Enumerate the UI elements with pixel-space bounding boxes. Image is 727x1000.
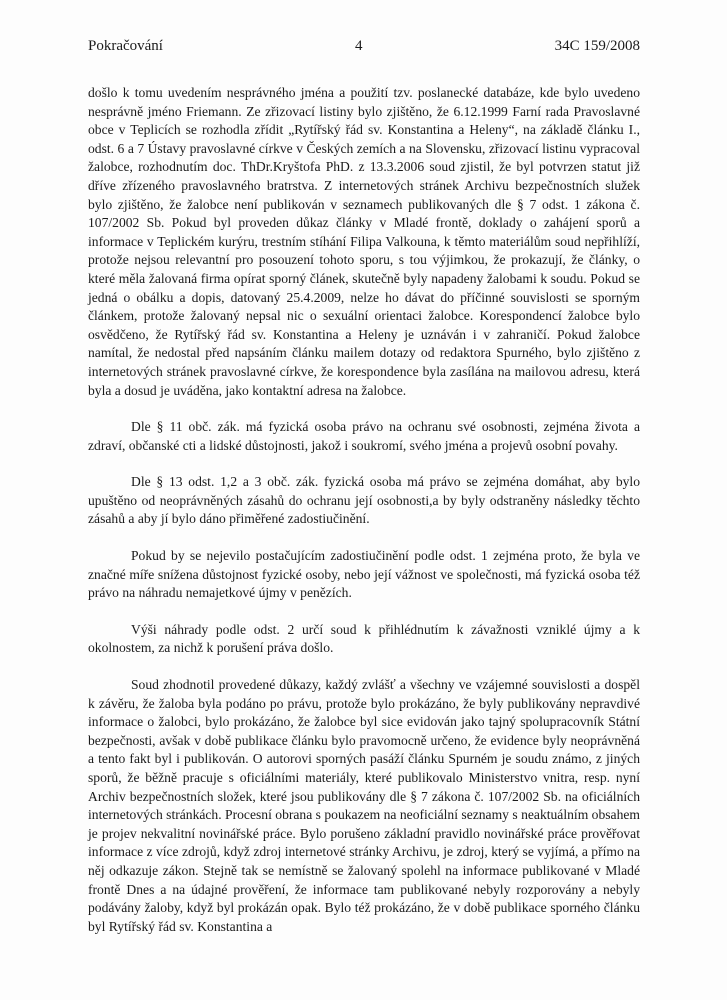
case-number: 34C 159/2008 [554, 38, 640, 54]
paragraph-court-assessment: Soud zhodnotil provedené důkazy, každý zvlášť a všechny ve vzájemné souvislosti a dospěl k závěru, že žaloba byla podáno po právu, protože bylo prokázáno, že byly publikovány nepravdivé informace o žalobci, bylo prokázáno, že žalobce byl sice evidován jako tajný spolupracovník Státní bezpečnosti, avšak v době publikace článku bylo pravomocně určeno, že evidence byly neoprávněná a tento fakt byl i publikován. O autorovi sporných pasáží článku Spurném je soudu známo, z jiných sporů, že běžně pracuje s oficiálními materiály, které publikovalo Ministerstvo vnitra, resp. nyní Archiv bezpečnostních složek, které jsou publikovány dle § 7 zákona č. 107/2002 Sb. na oficiálních internetových stránkách. Procesní obrana s poukazem na neoficiální seznamy s neaktuálním obsahem je projev nekvalitní novinářské práce. Bylo porušeno základní pravidlo novinářské práce prověřovat informace z více zdrojů, když zdroj internetové stránky Archivu, je zdroj, který se vyjímá, a přímo na něj odkazuje zákon. Stejně tak se nemístně se žalovaný spolehl na informace publikované v Mladé frontě Dnes a na údajné prověření, že informace tam publikované nebyly rozporovány a nebyly podávány žaloby, když byl prokázán opak. Bylo též prokázáno, že v době publikace sporného článku byl Rytířský řád sv. Konstantina a [88, 677, 640, 934]
paragraph-compensation: Pokud by se nejevilo postačujícím zadostiučinění podle odst. 1 zejména proto, že byla ve značné míře snížena důstojnost fyzické osoby, nebo její vážnost ve společnosti, má fyzická osoba též právo na náhradu nemajetkové újmy v penězích. [88, 548, 640, 601]
page-number: 4 [355, 38, 363, 54]
paragraph-section-13: Dle § 13 odst. 1,2 a 3 obč. zák. fyzická osoba má právo se zejména domáhat, aby bylo upuštěno od neoprávněných zásahů do ochranu její osobnosti,a by byly odstraněny následky těchto zásahů a aby jí bylo dáno přiměřené zadostiučinění. [88, 474, 640, 527]
document-body [88, 84, 640, 936]
paragraph-evidence: došlo k tomu uvedením nesprávného jména a použití tzv. poslanecké databáze, kde bylo uvedeno nesprávně jméno Friemann. Ze zřizovací listiny bylo zjištěno, že 6.12.1999 Farní rada Pravoslavné obce v Teplicích se rozhodla zřídit „Rytířský řád sv. Konstantina a Heleny“, na základě článku I., odst. 6 a 7 Ústavy pravoslavné církve v Českých zemích a na Slovensku, zřizovací listinu vypracoval žalobce, rozhodnutím doc. ThDr.Kryštofa PhD. z 13.3.2006 soud zjistil, že byl potvrzen statut již dříve zřízeného pravoslavného bratrstva. Z internetových stránek Archivu bezpečnostních služek bylo zjištěno, že žalobce není publikován v seznamech publikovaných dle § 7 odst. 1 zákona č. 107/2002 Sb. Pokud byl proveden důkaz články v Mladé frontě, doklady o zahájení sporů a informace v Teplickém kurýru, trestním stíhání Filipa Valkouna, k těmto materiálům soud nepřihlíží, protože nejsou relevantní pro posouzení tohoto sporu, s tou výjimkou, že prokazují, že články, o které měla žalovaná firma opírat sporný článek, skutečně byly napadeny žalobami k soudu. Pokud se jedná o obálku a dopis, datovaný 25.4.2009, nelze ho dávat do příčinné souvislosti se sporným článkem, protože žalovaný nepsal nic o sexuální orientaci žalobce. Korespondencí žalobce bylo osvědčeno, že Rytířský řád sv. Konstantina a Heleny je uznáván i v zahraničí. Pokud žalobce namítal, že nedostal před napsáním článku mailem dotazy od redaktora Spurného, bylo zjištěno z internetových stránek pravoslavné církve, že korespondence byla zasílána na mailovou adresu, která byla a dosud je uváděna, jako kontaktní adresa na žalobce. [88, 85, 640, 398]
header-continuation-label: Pokračování [88, 38, 163, 54]
paragraph-section-11: Dle § 11 obč. zák. má fyzická osoba právo na ochranu své osobnosti, zejména života a zdraví, občanské cti a lidské důstojnosti, jakož i soukromí, svého jména a projevů osobní povahy. [88, 419, 640, 453]
page-header [88, 38, 640, 60]
paragraph-amount: Výši náhrady podle odst. 2 určí soud k přihlédnutím k závažnosti vzniklé újmy a k okolnostem, za nichž k porušení práva došlo. [88, 621, 640, 656]
